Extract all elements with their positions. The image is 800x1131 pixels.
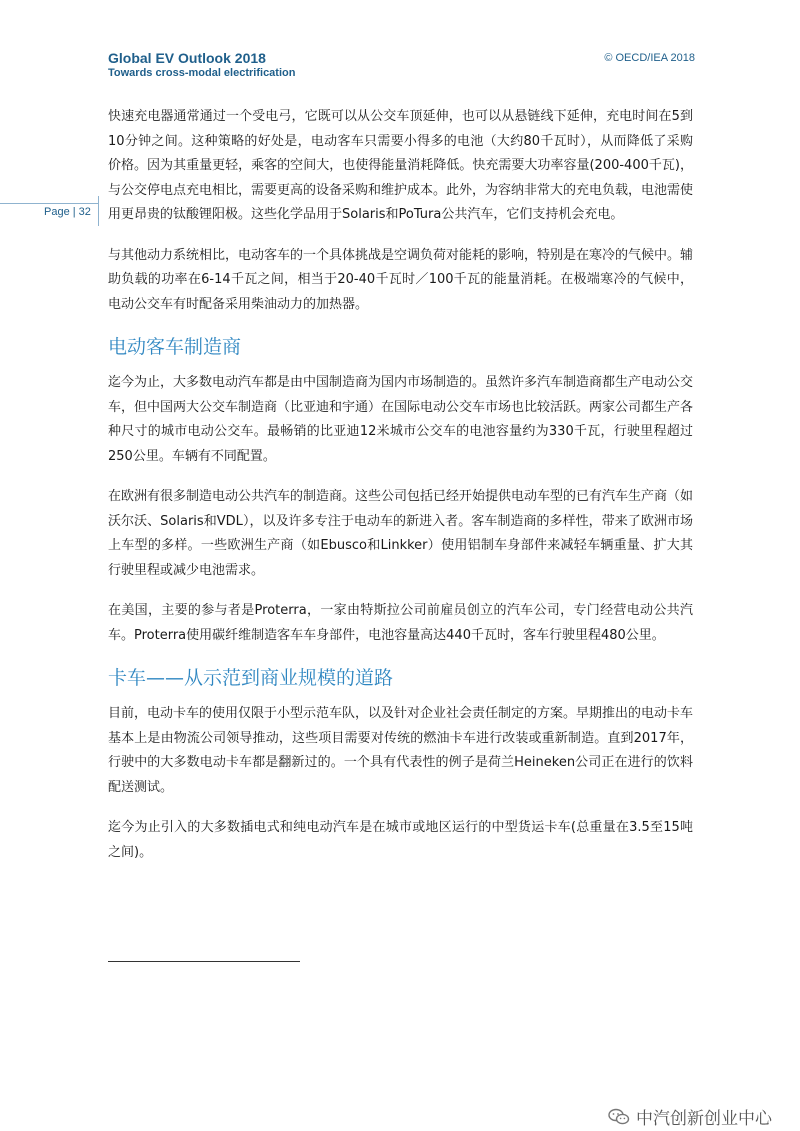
paragraph-fast-charging: 快速充电器通常通过一个受电弓，它既可以从公交车顶延伸，也可以从悬链线下延伸，充电时间在5到10分钟之间。这种策略的好处是，电动客车只需要小得多的电池（大约80千瓦时），从而降低了采购价格。因为其重量更轻，乘客的空间大，也使得能量消耗降低。快充需要大功率容量(200-400千瓦)，与公交停电点充电相比，需要更高的设备采购和维护成本。此外，为容纳非常大的充电负载，电池需使用更昂贵的钛酸锂阳极。这些化学品用于Solaris和PoTura公共汽车，它们支持机会充电。 [108,109,694,222]
paragraph-truck-demos: 目前，电动卡车的使用仅限于小型示范车队，以及针对企业社会责任制定的方案。早期推出的电动卡车基本上是由物流公司领导推动，这些项目需要对传统的燃油卡车进行改装或重新制造。直到2017年，行驶中的大多数电动卡车都是翻新过的。一个具有代表性的例子是荷兰Heineken公司正在进行的饮料配送测试。 [108,706,694,795]
paragraph-china-manufacturers: 迄今为止，大多数电动汽车都是由中国制造商为国内市场制造的。虽然许多汽车制造商都生产电动公交车，但中国两大公交车制造商（比亚迪和宇通）在国际电动公交车市场也比较活跃。两家公司都生产各种尺寸的城市电动公交车。最畅销的比亚迪12米城市公交车的电池容量约为330千瓦，行驶里程超过250公里。车辆有不同配置。 [108,375,694,464]
header-title: Global EV Outlook 2018 [108,50,266,66]
section-heading-trucks: 卡车——从示范到商业规模的道路 [108,667,394,689]
page-number-rule [0,203,98,204]
paragraph-air-conditioning: 与其他动力系统相比，电动客车的一个具体挑战是空调负荷对能耗的影响，特别是在寒冷的气候中。辅助负载的功率在6-14千瓦之间，相当于20-40千瓦时／100千瓦的能量消耗。在极端寒冷的气候中，电动公交车有时配备采用柴油动力的加热器。 [108,247,694,312]
header-subtitle: Towards cross-modal electrification [108,67,296,79]
main-content [108,105,693,881]
paragraph-us-manufacturers: 在美国，主要的参与者是Proterra，一家由特斯拉公司前雇员创立的汽车公司，专门经营电动公共汽车。Proterra使用碳纤维制造客车车身部件，电池容量高达440千瓦时，客车行驶里程480公里。 [108,603,693,643]
footnote-rule [108,961,300,962]
section-heading-manufacturers: 电动客车制造商 [108,336,242,358]
watermark [608,1104,772,1129]
paragraph-truck-types: 迄今为止引入的大多数插电式和纯电动汽车是在城市或地区运行的中型货运卡车(总重量在3.5至15吨之间)。 [108,820,693,860]
paragraph-europe-manufacturers: 在欧洲有很多制造电动公共汽车的制造商。这些公司包括已经开始提供电动车型的已有汽车生产商（如沃尔沃、Solaris和VDL），以及许多专注于电动车的新进入者。客车制造商的多样性，带来了欧洲市场上车型的多样。一些欧洲生产商（如Ebusco和Linkker）使用铝制车身部件来减轻车辆重量、扩大其行驶里程或减少电池需求。 [108,489,694,578]
header-copyright: © OECD/IEA 2018 [604,52,695,64]
page-number-divider [98,196,99,226]
watermark-text: 中汽创新创业中心 [636,1109,772,1129]
wechat-icon [608,1108,630,1126]
page-number: Page | 32 [44,206,91,218]
